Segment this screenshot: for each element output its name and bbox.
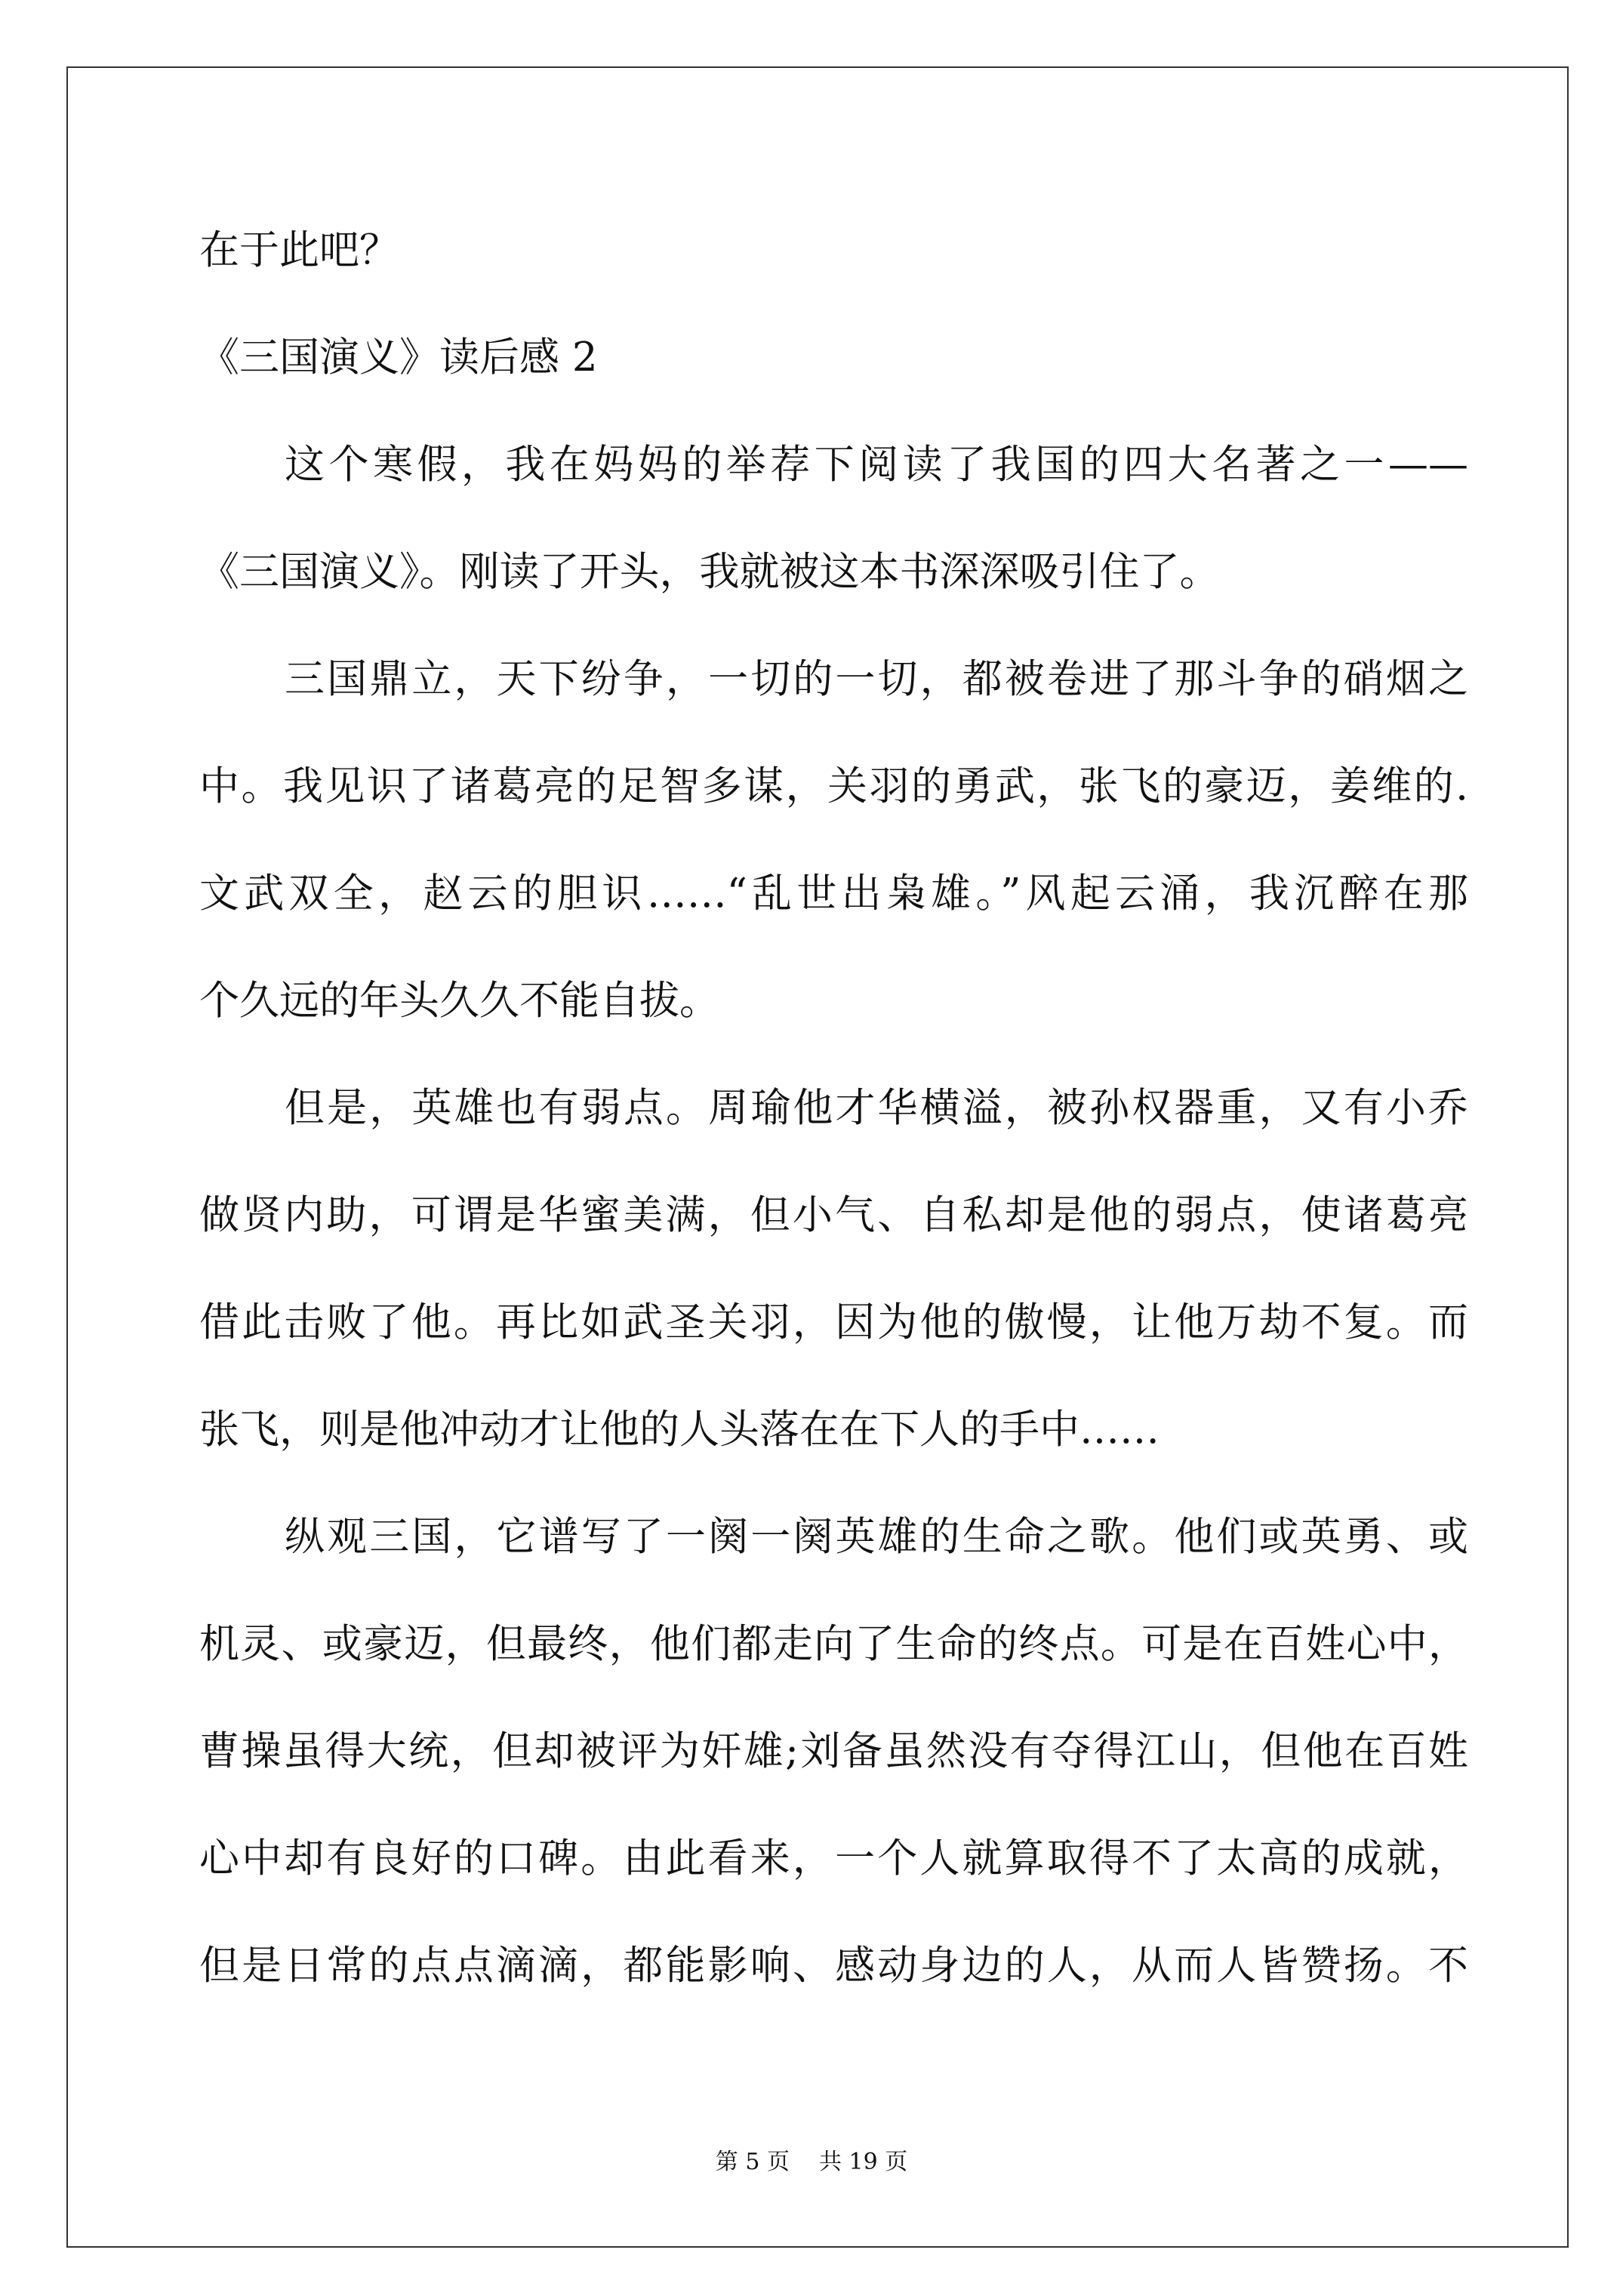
paragraph-line: 这个寒假，我在妈妈的举荐下阅读了我国的四大名著之一——: [285, 442, 1468, 488]
paragraph: [199, 1055, 1468, 1484]
paragraph-line: 借此击败了他。再比如武圣关羽，因为他的傲慢，让他万劫不复。而: [199, 1299, 1468, 1345]
paragraph-line: 曹操虽得大统，但却被评为奸雄;刘备虽然没有夺得江山，但他在百姓: [199, 1728, 1468, 1774]
continuation-line: 在于此吧？: [199, 227, 399, 273]
paragraph-line: 三国鼎立，天下纷争，一切的一切，都被卷进了那斗争的硝烟之: [285, 656, 1468, 702]
paragraph-line: 张飞，则是他冲动才让他的人头落在在下人的手中……: [199, 1407, 1160, 1453]
paragraph-line: 个久远的年头久久不能自拔。: [199, 978, 719, 1024]
paragraph-line: 纵观三国，它谱写了一阕一阕英雄的生命之歌。他们或英勇、或: [285, 1514, 1468, 1560]
total-pages: 共 19 页: [818, 2149, 908, 2175]
paragraph-line: 但是，英雄也有弱点。周瑜他才华横溢，被孙权器重，又有小乔: [285, 1085, 1468, 1131]
paragraph: [199, 411, 1468, 626]
paragraph-line: 《三国演义》。刚读了开头，我就被这本书深深吸引住了。: [199, 549, 1220, 595]
paragraph-line: 机灵、或豪迈，但最终，他们都走向了生命的终点。可是在百姓心中，: [199, 1621, 1468, 1667]
page-number: 第 5 页: [715, 2149, 790, 2175]
page-footer: [0, 2144, 1623, 2180]
paragraph-line: 但是日常的点点滴滴，都能影响、感动身边的人，从而人皆赞扬。不: [199, 1943, 1468, 1989]
paragraph-line: 中。我见识了诸葛亮的足智多谋，关羽的勇武，张飞的豪迈，姜维的.: [199, 763, 1468, 809]
paragraph-line: 文武双全，赵云的胆识……“乱世出枭雄。”风起云涌，我沉醉在那: [199, 871, 1468, 917]
document-body: [199, 197, 1468, 2020]
paragraph: [199, 1484, 1468, 2020]
paragraph-line: 心中却有良好的口碑。由此看来，一个人就算取得不了太高的成就，: [199, 1835, 1468, 1881]
paragraph: [199, 626, 1468, 1055]
paragraph-line: 做贤内助，可谓是华蜜美满，但小气、自私却是他的弱点，使诸葛亮: [199, 1192, 1468, 1238]
section-title: 《三国演义》读后感 2: [199, 334, 598, 381]
